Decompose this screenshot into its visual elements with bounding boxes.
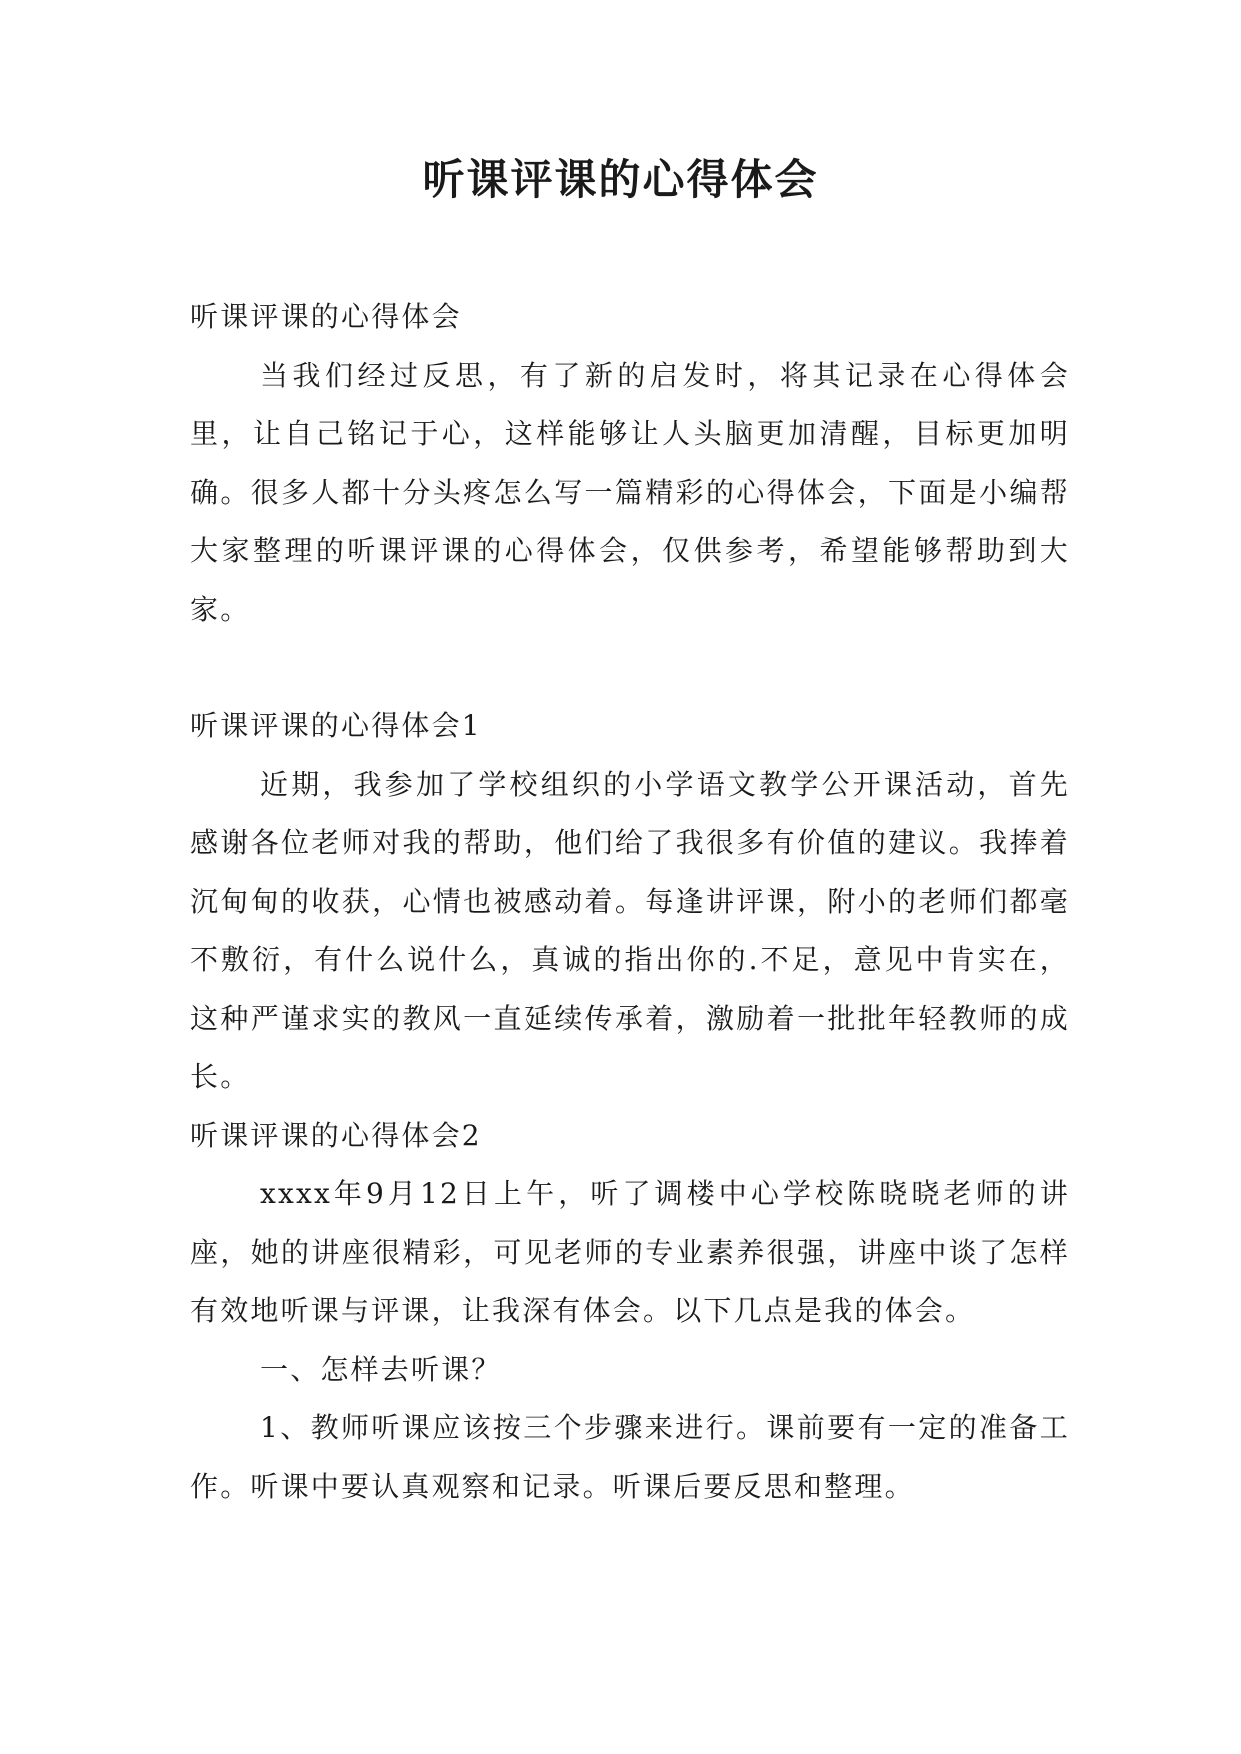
section-heading-2: 听课评课的心得体会2 <box>190 1118 482 1152</box>
intro-paragraph: 当我们经过反思，有了新的启发时，将其记录在心得体会里，让自己铭记于心，这样能够让人头脑更加清醒，目标更加明确。很多人都十分头疼怎么写一篇精彩的心得体会，下面是小编帮大家整理的听课评课的心得体会，仅供参考，希望能够帮助到大家。 <box>190 358 1070 626</box>
intro-heading: 听课评课的心得体会 <box>190 300 462 333</box>
point-1-paragraph: 1、教师听课应该按三个步骤来进行。课前要有一定的准备工作。听课中要认真观察和记录。听课后要反思和整理。 <box>190 1411 1070 1503</box>
document-body <box>190 288 1070 1516</box>
section-heading-1: 听课评课的心得体会1 <box>190 709 482 742</box>
document-title: 听课评课的心得体会 <box>422 155 819 204</box>
section-1-paragraph: 近期，我参加了学校组织的小学语文教学公开课活动，首先感谢各位老师对我的帮助，他们给了我很多有价值的建议。我捧着沉甸甸的收获，心情也被感动着。每逢讲评课，附小的老师们都毫不敷衍，有什么说什么，真诚的指出你的.不足，意见中肯实在，这种严谨求实的教风一直延续传承着，激励着一批批年轻教师的成长。 <box>190 767 1070 1093</box>
section-2-paragraph: xxxx年9月12日上午，听了调楼中心学校陈晓晓老师的讲座，她的讲座很精彩，可见老师的专业素养很强，讲座中谈了怎样有效地听课与评课，让我深有体会。以下几点是我的体会。 <box>190 1177 1070 1327</box>
subheading-how-to-listen: 一、怎样去听课？ <box>260 1352 502 1386</box>
section-gap <box>190 639 1070 697</box>
